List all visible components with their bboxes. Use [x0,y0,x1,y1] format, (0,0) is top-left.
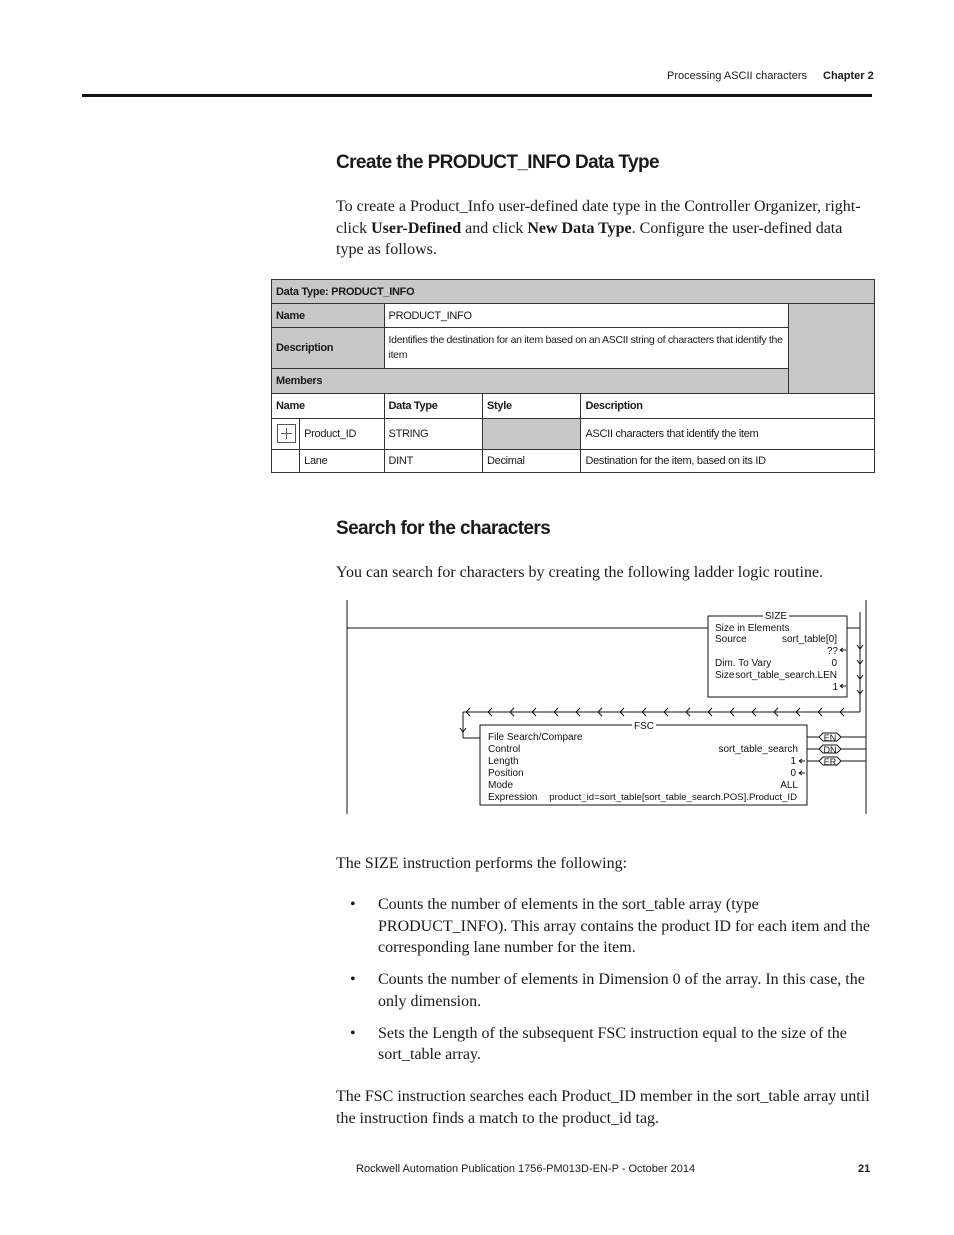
fsc-control-label: Control [488,744,521,755]
fsc-length-value: 1 [790,756,796,767]
fsc-closing-paragraph: The FSC instruction searches each Product_ID member in the sort_table array until the instruction finds a match to the product_id tag. [336,1088,870,1127]
size-header: Size in Elements [715,623,790,634]
size-size-value: sort_table_search.LEN [735,670,837,681]
size-source-value: sort_table[0] [781,634,837,645]
size-title: SIZE [764,611,788,622]
indent-cell [272,449,300,472]
footer-publication: Rockwell Automation Publication 1756-PM013D-EN-P - October 2014 [356,1163,696,1175]
expand-plus-icon[interactable] [277,424,296,443]
fsc-output-coils [807,733,866,765]
intro-text: and click [461,219,528,237]
fsc-expression-value: product_id=sort_table[sort_table_search.POS].Product_ID [549,792,797,803]
section-heading-create-data-type: Create the PRODUCT_INFO Data Type [336,152,659,173]
fsc-position-arrow-icon [799,771,805,775]
size-size-label: Size [715,670,735,681]
size-dim-label: Dim. To Vary [715,658,772,669]
fsc-position-value: 0 [790,768,796,779]
member-data-type: STRING [384,418,482,449]
fsc-length-arrow-icon [799,759,805,763]
size-instruction-intro: The SIZE instruction performs the following: [336,855,628,872]
description-value: Identifies the destination for an item based on an ASCII string of characters that identify the item [384,328,789,369]
fsc-output-en: EN [823,733,837,743]
fsc-mode-value: ALL [780,780,798,791]
list-item: • Counts the number of elements in the sort_table array (type PRODUCT_INFO). This array contains the product ID for each item and the corresponding lane number for the item. [336,894,871,959]
member-description: Destination for the item, based on its ID [581,449,875,472]
size-size-sub: 1 [832,682,838,693]
fsc-title: FSC [634,721,654,732]
member-name: Product_ID [300,418,384,449]
column-header-name: Name [272,393,385,418]
size-size-arrow-icon [840,684,846,688]
member-data-type: DINT [384,449,482,472]
member-style [483,418,581,449]
running-header-chapter: Chapter 2 [823,70,874,82]
section1-intro-paragraph [336,196,871,261]
table-row [272,449,875,472]
members-label: Members [272,369,789,393]
fsc-output-er: ER [823,757,837,767]
name-value: PRODUCT_INFO [384,304,789,328]
intro-bold-user-defined: User-Defined [371,219,462,237]
intro-bold-new-data-type: New Data Type [527,219,632,237]
member-style: Decimal [483,449,581,472]
list-item: • Counts the number of elements in Dimension 0 of the array. In this case, the only dimension. [336,969,871,1012]
product-info-data-type-table [271,279,875,473]
section2-intro-paragraph: You can search for characters by creating the following ladder logic routine. [336,564,824,581]
fsc-control-value: sort_table_search [718,744,798,755]
fsc-expression-label: Expression [488,792,538,803]
member-name: Lane [300,449,384,472]
expand-cell [272,418,300,449]
description-label: Description [272,328,385,369]
running-header-section: Processing ASCII characters [667,70,808,82]
intro-text: . Configure the user-defined data type as follows. [336,219,843,258]
size-dim-value: 0 [831,658,837,669]
intro-text: To create a Product_Info user-defined date type in the Controller Organizer, right-click [336,198,861,237]
size-instruction-bullets [336,894,871,1076]
list-item: • Sets the Length of the subsequent FSC instruction equal to the size of the sort_table array. [336,1023,871,1066]
table-title: Data Type: PRODUCT_INFO [272,280,875,304]
table-row [272,418,875,449]
fsc-position-label: Position [488,768,524,779]
member-description: ASCII characters that identify the item [581,418,875,449]
page-number: 21 [858,1163,871,1175]
column-header-style: Style [483,393,581,418]
name-label: Name [272,304,385,328]
column-header-data-type: Data Type [384,393,482,418]
size-source-arrow-icon [840,648,846,652]
size-source-sub: ?? [826,646,838,657]
section-heading-search-characters: Search for the characters [336,518,551,539]
fsc-output-dn: DN [823,745,837,755]
fsc-length-label: Length [488,756,519,767]
table-blank-cell [789,304,875,393]
header-rule [82,94,872,97]
fsc-mode-label: Mode [488,780,514,791]
fsc-header: File Search/Compare [488,732,583,743]
column-header-description: Description [581,393,875,418]
ladder-logic-diagram [345,600,870,817]
size-source-label: Source [715,634,747,645]
